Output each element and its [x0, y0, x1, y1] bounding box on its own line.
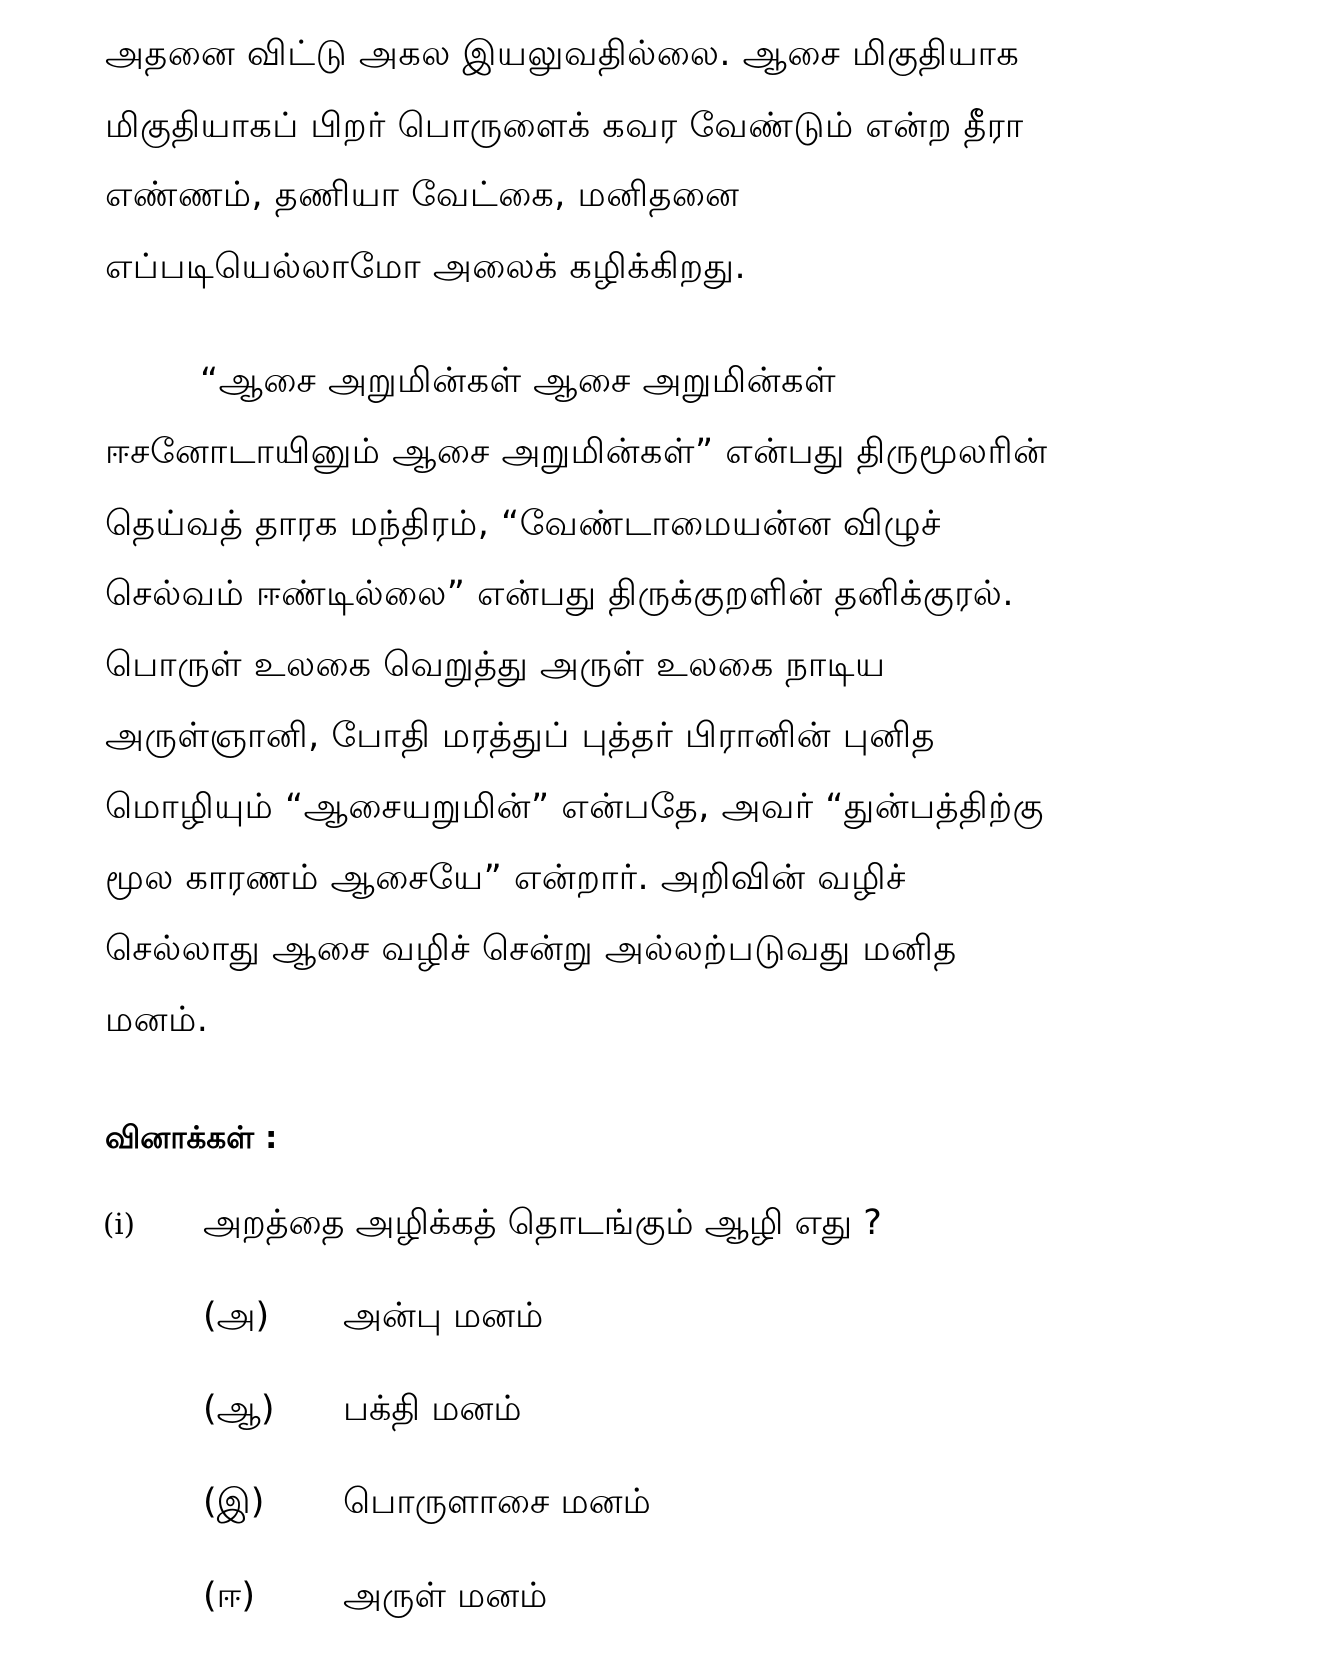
option-text: பக்தி மனம்	[343, 1389, 522, 1429]
option-text: அருள் மனம்	[343, 1576, 548, 1616]
option-text: பொருளாசை மனம்	[343, 1482, 651, 1522]
questions-heading: வினாக்கள் :	[105, 1120, 278, 1156]
paragraph-line: மிகுதியாகப் பிறர் பொருளைக் கவர வேண்டும் என்ற தீரா	[105, 106, 1024, 146]
option-label: (ஈ)	[203, 1576, 255, 1616]
paragraph-line: அருள்ஞானி, போதி மரத்துப் புத்தர் பிரானின் புனித	[105, 716, 935, 756]
paragraph-line: செல்லாது ஆசை வழிச் சென்று அல்லற்படுவது மனித	[105, 929, 957, 969]
paragraph-line: “ஆசை அறுமின்கள் ஆசை அறுமின்கள்	[200, 361, 837, 401]
paragraph-line: பொருள் உலகை வெறுத்து அருள் உலகை நாடிய	[105, 645, 886, 685]
option-label: (அ)	[203, 1296, 270, 1336]
option-text: அன்பு மனம்	[343, 1296, 544, 1336]
paragraph-line: செல்வம் ஈண்டில்லை” என்பது திருக்குறளின் தனிக்குரல்.	[105, 574, 1014, 614]
paragraph-line: தெய்வத் தாரக மந்திரம், “வேண்டாமையன்ன விழுச்	[105, 504, 941, 544]
paragraph-line: மூல காரணம் ஆசையே” என்றார். அறிவின் வழிச்	[105, 858, 907, 898]
paragraph-line: எண்ணம், தணியா வேட்கை, மனிதனை	[105, 175, 740, 215]
paragraph-line: மொழியும் “ஆசையறுமின்” என்பதே, அவர் “துன்பத்திற்கு	[105, 787, 1044, 827]
paragraph-line: மனம்.	[105, 1000, 209, 1040]
paragraph-line: ஈசனோடாயினும் ஆசை அறுமின்கள்” என்பது திருமூலரின்	[105, 432, 1048, 472]
option-label: (இ)	[203, 1482, 265, 1522]
question-text: அறத்தை அழிக்கத் தொடங்கும் ஆழி எது ?	[203, 1203, 882, 1243]
paragraph-line: எப்படியெல்லாமோ அலைக் கழிக்கிறது.	[105, 247, 747, 287]
option-label: (ஆ)	[203, 1389, 275, 1429]
paragraph-line: அதனை விட்டு அகல இயலுவதில்லை. ஆசை மிகுதியாக	[105, 34, 1020, 74]
question-number: (i)	[103, 1207, 135, 1241]
